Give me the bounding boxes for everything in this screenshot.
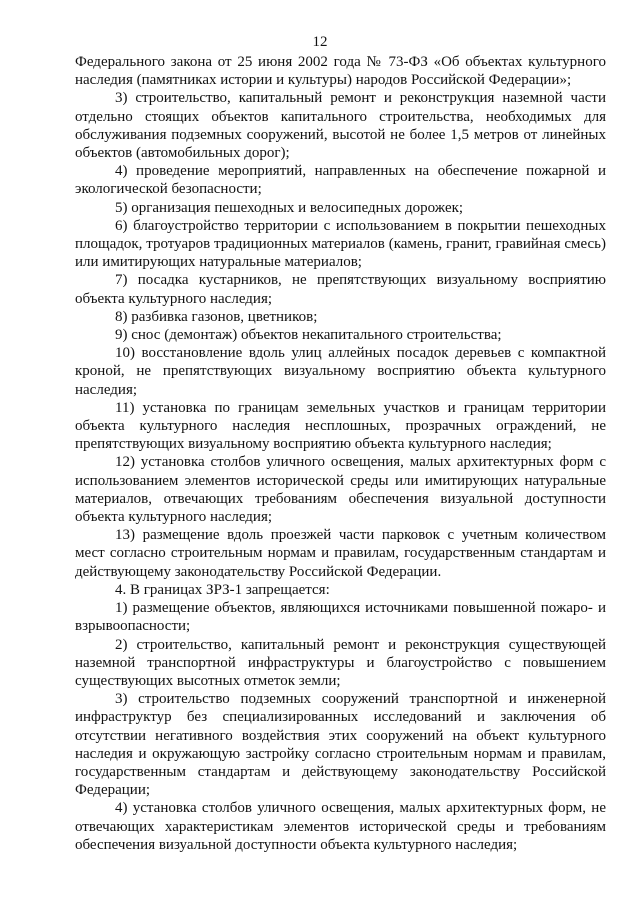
paragraph: 1) размещение объектов, являющихся источниками повышенной пожаро- и взрывоопасности;: [75, 600, 606, 635]
page-number: 12: [312, 34, 328, 50]
paragraph: Федерального закона от 25 июня 2002 года № 73-ФЗ «Об объектах культурного наследия (памятниках истории и культуры) народов Российской Федерации»;: [75, 54, 606, 89]
paragraph: 8) разбивка газонов, цветников;: [115, 308, 318, 325]
paragraph: 9) снос (демонтаж) объектов некапитального строительства;: [115, 327, 502, 344]
paragraph: 12) установка столбов уличного освещения, малых архитектурных форм с использованием элементов исторической среды или имитирующих натуральные материалов, отвечающих требованиям обеспечения визуальной доступности объекта культурного наследия;: [75, 454, 606, 526]
paragraph: 4) установка столбов уличного освещения, малых архитектурных форм, не отвечающих характеристикам элементов исторической среды и требованиям обеспечения визуальной доступности объекта культурного наследия;: [75, 800, 606, 853]
paragraph: 3) строительство подземных сооружений транспортной и инженерной инфраструктур без специализированных исследований и заключения об отсутствии негативного воздействия этих сооружений на объект культурного наследия и окружающую застройку согласно строительным нормам и правилам, государственным стандартам и действующему законодательству Российской Федерации;: [75, 691, 606, 799]
paragraph: 2) строительство, капитальный ремонт и реконструкция существующей наземной транспортной инфраструктуры и благоустройство с повышением существующих высотных отметок земли;: [75, 636, 606, 689]
paragraph: 4) проведение мероприятий, направленных на обеспечение пожарной и экологической безопасности;: [75, 163, 606, 198]
paragraph: 5) организация пешеходных и велосипедных дорожек;: [115, 199, 464, 216]
paragraph: 6) благоустройство территории с использованием в покрытии пешеходных площадок, тротуаров традиционных материалов (камень, гранит, гравийная смесь) или имитирующих натуральные материалов;: [75, 217, 606, 271]
paragraph: 4. В границах ЗРЗ-1 запрещается:: [115, 581, 330, 598]
paragraph: 11) установка по границам земельных участков и границам территории объекта культурного наследия несплошных, прозрачных ограждений, не препятствующих визуальному восприятию объекта культурного наследия;: [75, 399, 606, 453]
document-body: [75, 53, 606, 854]
paragraph: 7) посадка кустарников, не препятствующих визуальному восприятию объекта культурного наследия;: [75, 272, 606, 307]
paragraph: 13) размещение вдоль проезжей части парковок с учетным количеством мест согласно строительным нормам и правилам, государственным стандартам и действующему законодательству Российской Федерации.: [75, 527, 606, 580]
paragraph: 3) строительство, капитальный ремонт и реконструкция наземной части отдельно стоящих объектов капитального строительства, необходимых для обслуживания подземных сооружений, высотой не более 1,5 метров от линейных объектов (автомобильных дорог);: [75, 90, 606, 162]
paragraph: 10) восстановление вдоль улиц аллейных посадок деревьев с компактной кроной, не препятствующих визуальному восприятию объекта культурного наследия;: [75, 345, 606, 398]
